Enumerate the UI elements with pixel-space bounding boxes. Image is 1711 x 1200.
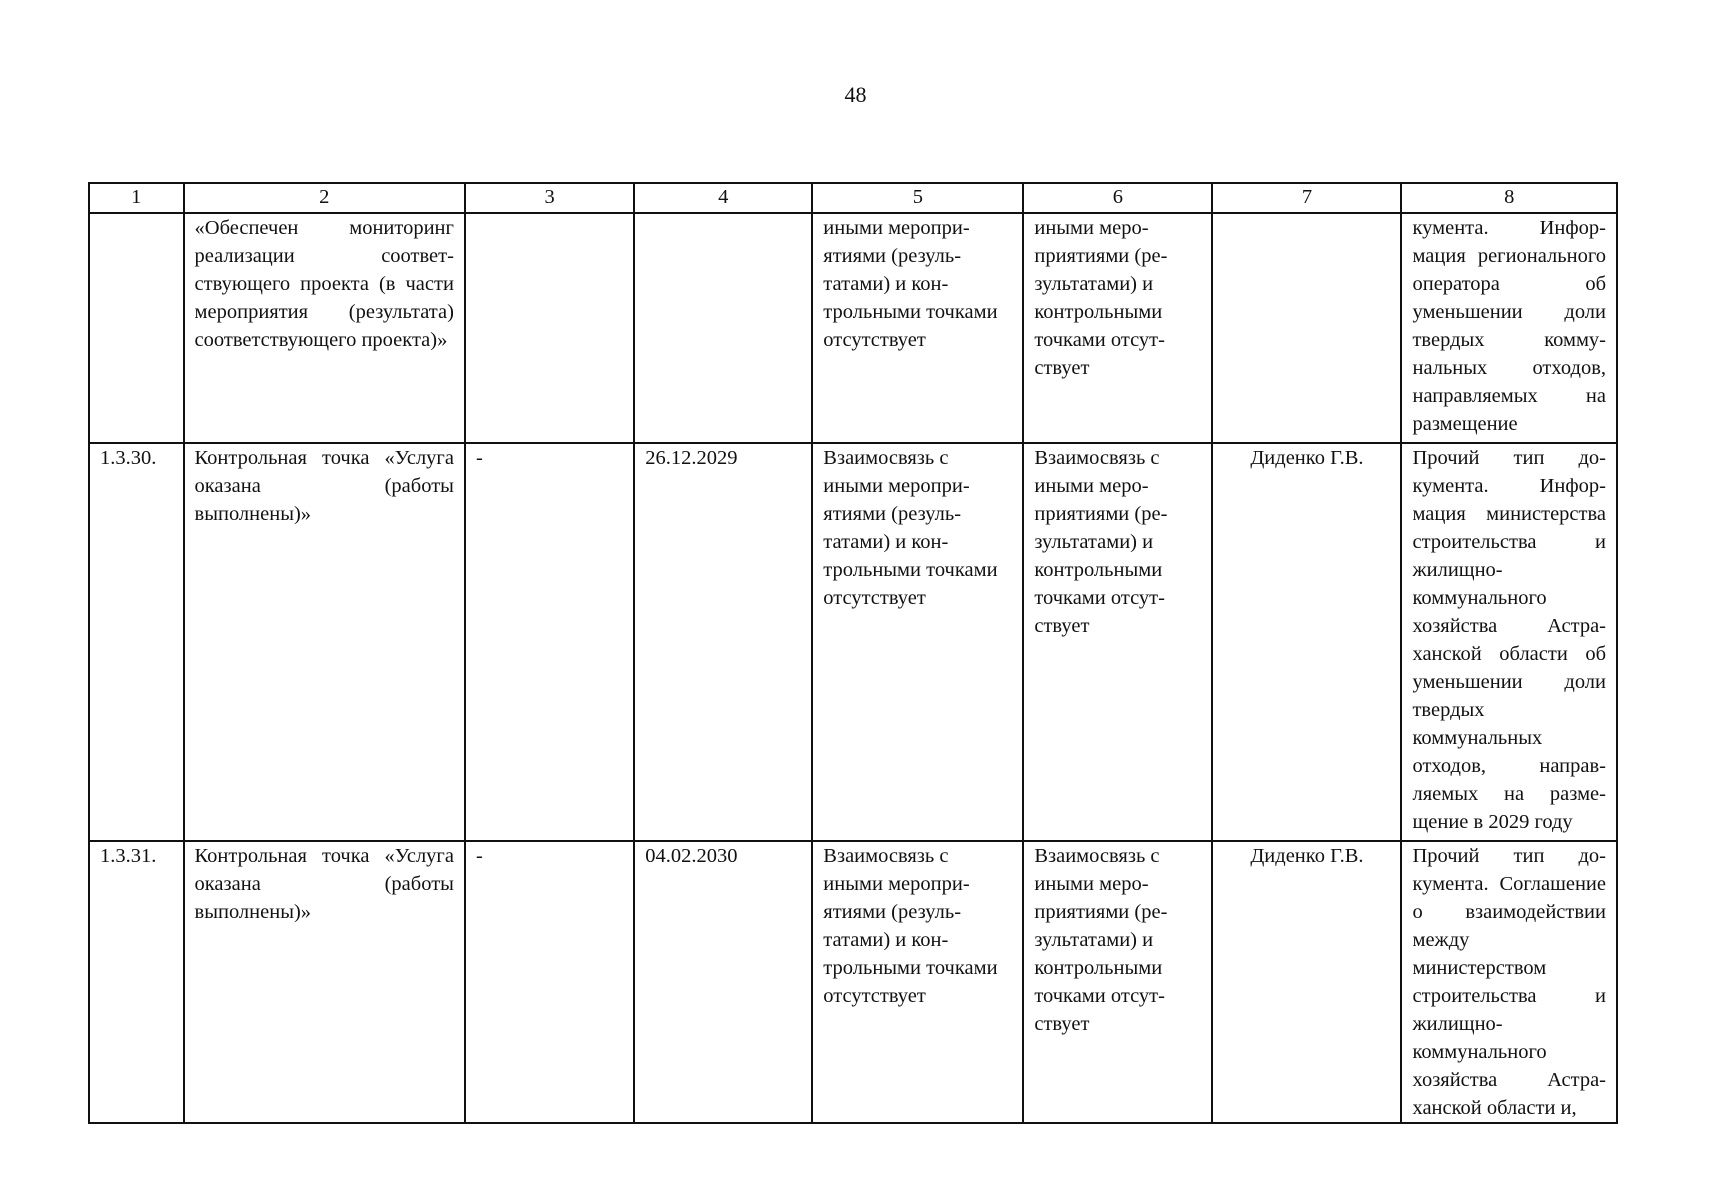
plan-table	[88, 182, 1618, 1124]
relation-result-cell: Взаимосвязь с иными мероприятиями (результатами) и контрольными точками отсутствует	[1023, 443, 1212, 841]
document-cell: Прочий тип документа. Соглашение о взаимодействии между министерством строительства и жилищно-коммунального хозяйства Астраханской области и,	[1401, 841, 1617, 1123]
name-cell: Контрольная точка «Услуга оказана (работы выполнены)»	[184, 443, 465, 841]
header-col-3: 3	[465, 183, 634, 213]
relation-cell: иными мероприятиями (результатами) и контрольными точками отсутствует	[812, 213, 1023, 443]
document-cell: Прочий тип документа. Информация министерства строительства и жилищно-коммунального хозяйства Астраханской области об уменьшении доли твердых коммунальных отходов, направляемых на размещение в 2029 году	[1401, 443, 1617, 841]
header-col-7: 7	[1212, 183, 1401, 213]
header-col-5: 5	[812, 183, 1023, 213]
name-cell: Контрольная точка «Услуга оказана (работы выполнены)»	[184, 841, 465, 1123]
document-cell: кумента. Информация регионального оператора об уменьшении доли твердых коммунальных отходов, направляемых на размещение	[1401, 213, 1617, 443]
col3-cell: -	[465, 841, 634, 1123]
responsible-cell: Диденко Г.В.	[1212, 841, 1401, 1123]
row-number-cell	[89, 213, 184, 443]
relation-cell: Взаимосвязь с иными мероприятиями (результатами) и контрольными точками отсутствует	[812, 443, 1023, 841]
date-cell: 26.12.2029	[634, 443, 812, 841]
header-col-1: 1	[89, 183, 184, 213]
date-cell: 04.02.2030	[634, 841, 812, 1123]
relation-result-cell: иными мероприятиями (результатами) и контрольными точками отсутствует	[1023, 213, 1212, 443]
header-col-2: 2	[184, 183, 465, 213]
header-col-6: 6	[1023, 183, 1212, 213]
header-col-4: 4	[634, 183, 812, 213]
name-cell: «Обеспечен мониторинг реализации соответствующего проекта (в части мероприятия (результата) соответствующего проекта)»	[184, 213, 465, 443]
table-row	[89, 443, 1617, 841]
col3-cell: -	[465, 443, 634, 841]
col3-cell	[465, 213, 634, 443]
relation-cell: Взаимосвязь с иными мероприятиями (результатами) и контрольными точками отсутствует	[812, 841, 1023, 1123]
table-row	[89, 841, 1617, 1123]
row-number-cell: 1.3.31.	[89, 841, 184, 1123]
header-col-8: 8	[1401, 183, 1617, 213]
responsible-cell	[1212, 213, 1401, 443]
table-row	[89, 213, 1617, 443]
responsible-cell: Диденко Г.В.	[1212, 443, 1401, 841]
date-cell	[634, 213, 812, 443]
relation-result-cell: Взаимосвязь с иными мероприятиями (результатами) и контрольными точками отсутствует	[1023, 841, 1212, 1123]
header-row	[89, 183, 1617, 213]
row-number-cell: 1.3.30.	[89, 443, 184, 841]
page-number: 48	[844, 82, 867, 107]
